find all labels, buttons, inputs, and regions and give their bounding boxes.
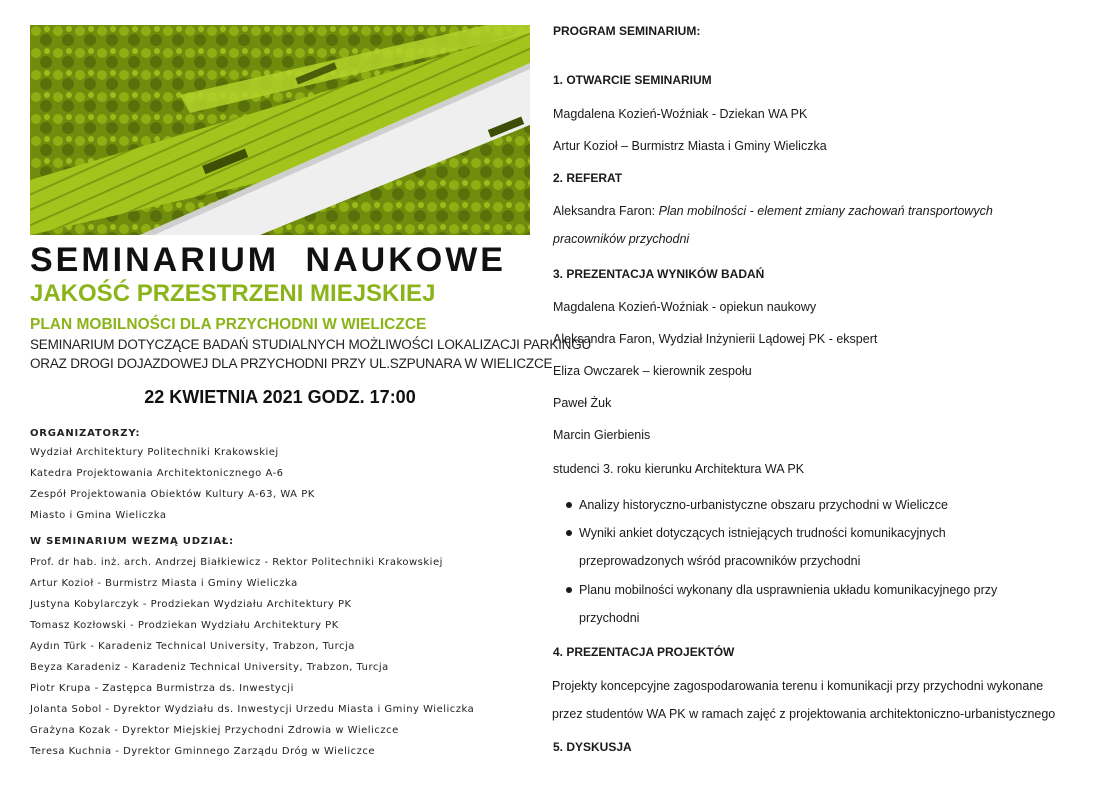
section-1-line-1: Magdalena Kozień-Woźniak - Dziekan WA PK — [553, 107, 808, 121]
section-4-line-2: przez studentów WA PK w ramach zajęć z projektowania architektoniczno-urbanistycznego — [552, 707, 1056, 721]
section-3-heading: 3. PREZENTACJA WYNIKÓW BADAŃ — [553, 267, 765, 281]
list-item: Miasto i Gmina Wieliczka — [30, 510, 167, 521]
section-2-lecture — [553, 204, 993, 218]
section-3-person: Paweł Żuk — [553, 396, 612, 410]
bullet-icon — [566, 502, 572, 508]
list-item: Katedra Projektowania Architektonicznego A-6 — [30, 468, 284, 479]
bullet-item-cont: przeprowadzonych wśród pracowników przychodni — [579, 554, 861, 568]
list-item: Jolanta Sobol - Dyrektor Wydziału ds. Inwestycji Urzedu Miasta i Gminy Wieliczka — [30, 704, 475, 715]
section-1-heading: 1. OTWARCIE SEMINARIUM — [553, 73, 712, 87]
lecture-speaker: Aleksandra Faron: — [553, 204, 659, 218]
seminar-description-line-2: ORAZ DROGI DOJAZDOWEJ DLA PRZYCHODNI PRZY UL.SZPUNARA W WIELICZCE — [30, 356, 553, 371]
list-item: Wydział Architektury Politechniki Krakowskiej — [30, 447, 279, 458]
participants-heading: W SEMINARIUM WEZMĄ UDZIAŁ: — [30, 536, 234, 547]
seminar-subtitle-2: PLAN MOBILNOŚCI DLA PRZYCHODNI W WIELICZCE — [30, 316, 427, 333]
seminar-description-line-1: SEMINARIUM DOTYCZĄCE BADAŃ STUDIALNYCH MOŻLIWOŚCI LOKALIZACJI PARKINGU — [30, 337, 592, 352]
list-item: Teresa Kuchnia - Dyrektor Gminnego Zarządu Dróg w Wieliczce — [30, 746, 376, 757]
section-5-heading: 5. DYSKUSJA — [553, 740, 632, 754]
list-item: Beyza Karadeniz - Karadeniz Technical University, Trabzon, Turcja — [30, 662, 389, 673]
seminar-subtitle: JAKOŚĆ PRZESTRZENI MIEJSKIEJ — [30, 280, 436, 307]
list-item: Piotr Krupa - Zastępca Burmistrza ds. Inwestycji — [30, 683, 294, 694]
list-item: Tomasz Kozłowski - Prodziekan Wydziału Architektury PK — [30, 620, 339, 631]
list-item: Prof. dr hab. inż. arch. Andrzej Białkiewicz - Rektor Politechniki Krakowskiej — [30, 557, 443, 568]
section-3-person: Aleksandra Faron, Wydział Inżynierii Lądowej PK - ekspert — [553, 332, 878, 346]
seminar-title: SEMINARIUM NAUKOWE — [30, 241, 506, 279]
section-1-line-2: Artur Kozioł – Burmistrz Miasta i Gminy Wieliczka — [553, 139, 827, 153]
list-item: Zespół Projektowania Obiektów Kultury A-63, WA PK — [30, 489, 315, 500]
list-item: Aydın Türk - Karadeniz Technical University, Trabzon, Turcja — [30, 641, 355, 652]
list-item: Artur Kozioł - Burmistrz Miasta i Gminy Wieliczka — [30, 578, 298, 589]
organizers-list — [30, 442, 315, 526]
section-3-person: Marcin Gierbienis — [553, 428, 651, 442]
bullet-item-cont: przychodni — [579, 611, 640, 625]
section-2-heading: 2. REFERAT — [553, 171, 623, 185]
section-3-person: Eliza Owczarek – kierownik zespołu — [553, 364, 752, 378]
bullet-icon — [566, 530, 572, 536]
lecture-title-cont: pracowników przychodni — [553, 232, 690, 246]
header-photo — [30, 25, 530, 235]
bullet-item: Analizy historyczno-urbanistyczne obszaru przychodni w Wieliczce — [566, 498, 948, 512]
list-item: Justyna Kobylarczyk - Prodziekan Wydziału Architektury PK — [30, 599, 352, 610]
section-3-students: studenci 3. roku kierunku Architektura WA PK — [553, 462, 805, 476]
section-3-person: Magdalena Kozień-Woźniak - opiekun naukowy — [553, 300, 817, 314]
seminar-date: 22 KWIETNIA 2021 GODZ. 17:00 — [144, 387, 416, 407]
bullet-item: Planu mobilności wykonany dla usprawnienia układu komunikacyjnego przy — [566, 583, 997, 597]
bullet-icon — [566, 587, 572, 593]
organizers-heading: ORGANIZATORZY: — [30, 428, 141, 439]
bullet-item: Wyniki ankiet dotyczących istniejących trudności komunikacyjnych — [566, 526, 946, 540]
participants-list — [30, 552, 474, 762]
section-4-heading: 4. PREZENTACJA PROJEKTÓW — [553, 645, 735, 659]
list-item: Grażyna Kozak - Dyrektor Miejskiej Przychodni Zdrowia w Wieliczce — [30, 725, 399, 736]
section-4-line-1: Projekty koncepcyjne zagospodarowania terenu i komunikacji przy przychodni wykonane — [552, 679, 1044, 693]
park-promenade-illustration — [30, 25, 530, 235]
program-heading: PROGRAM SEMINARIUM: — [553, 24, 701, 38]
section-2-lecture-cont — [553, 232, 689, 246]
lecture-title: Plan mobilności - element zmiany zachowań transportowych — [658, 204, 993, 218]
